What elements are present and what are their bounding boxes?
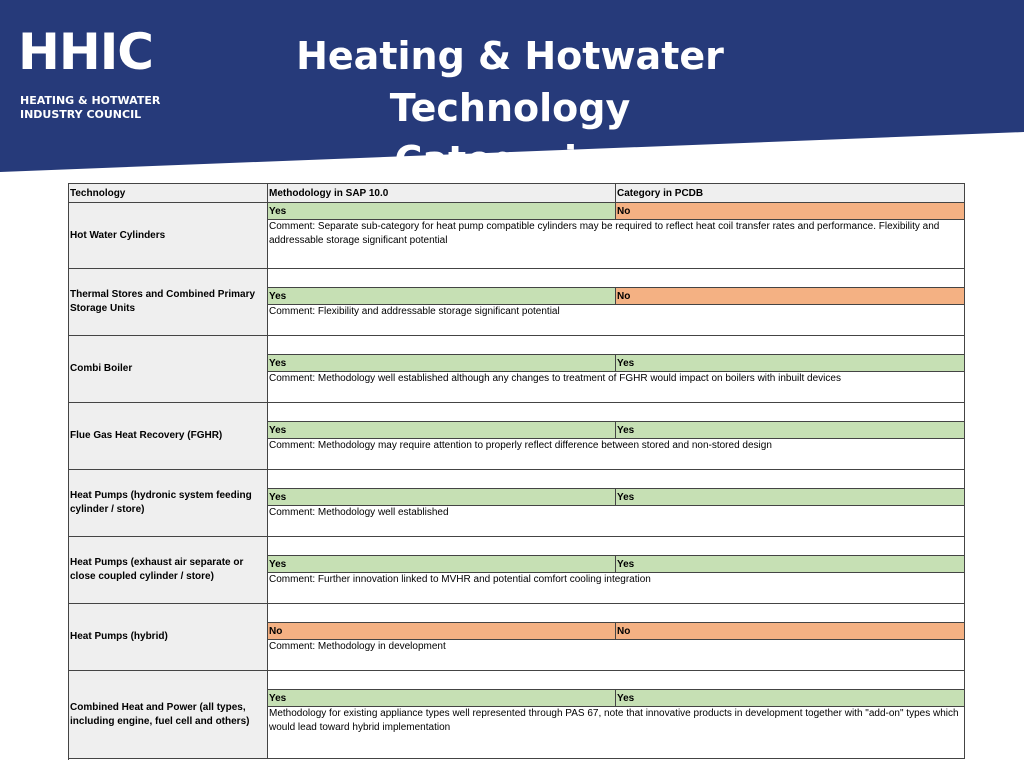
pcdb-status-cell: No (616, 288, 965, 305)
pcdb-status-cell: Yes (616, 489, 965, 506)
row-spacer (268, 336, 965, 355)
title-line-2: Categories (394, 138, 626, 182)
table-body (69, 203, 965, 759)
header-technology: Technology (69, 184, 268, 203)
table-row-spacer (69, 470, 965, 489)
pcdb-status-cell: Yes (616, 355, 965, 372)
row-spacer (268, 604, 965, 623)
table-row-spacer (69, 604, 965, 623)
technology-cell: Hot Water Cylinders (69, 203, 268, 269)
comment-cell: Comment: Methodology well established although any changes to treatment of FGHR would impact on boilers with inbuilt devices (268, 372, 965, 403)
comment-cell: Comment: Methodology in development (268, 640, 965, 671)
sap-status-cell: Yes (268, 203, 616, 220)
pcdb-status-cell: Yes (616, 690, 965, 707)
comment-cell: Comment: Methodology well established (268, 506, 965, 537)
technology-table (68, 183, 965, 759)
row-spacer (268, 470, 965, 489)
comment-cell: Comment: Further innovation linked to MVHR and potential comfort cooling integration (268, 573, 965, 604)
technology-cell: Thermal Stores and Combined Primary Storage Units (69, 269, 268, 336)
technology-cell: Combined Heat and Power (all types, including engine, fuel cell and others) (69, 671, 268, 759)
technology-cell: Combi Boiler (69, 336, 268, 403)
title-line-1: Heating & Hotwater Technology (296, 34, 724, 130)
sap-status-cell: Yes (268, 489, 616, 506)
comment-cell: Comment: Methodology may require attention to properly reflect difference between stored and non-stored design (268, 439, 965, 470)
comment-cell: Comment: Separate sub-category for heat pump compatible cylinders may be required to reflect heat coil transfer rates and performance. Flexibility and addressable storage significant potential (268, 220, 965, 269)
sap-status-cell: Yes (268, 355, 616, 372)
table-row-spacer (69, 403, 965, 422)
logo-mark: HHIC (18, 23, 153, 81)
technology-cell: Heat Pumps (hybrid) (69, 604, 268, 671)
pcdb-status-cell: No (616, 203, 965, 220)
table-row-spacer (69, 671, 965, 690)
logo-line-2: INDUSTRY COUNCIL (20, 108, 142, 121)
sap-status-cell: Yes (268, 690, 616, 707)
header-pcdb: Category in PCDB (616, 184, 965, 203)
row-spacer (268, 403, 965, 422)
table-row (69, 203, 965, 220)
row-spacer (268, 671, 965, 690)
header-sap: Methodology in SAP 10.0 (268, 184, 616, 203)
comment-cell: Comment: Flexibility and addressable storage significant potential (268, 305, 965, 336)
page-title (170, 30, 850, 186)
row-spacer (268, 537, 965, 556)
sap-status-cell: Yes (268, 556, 616, 573)
table-row-spacer (69, 537, 965, 556)
table-row-spacer (69, 336, 965, 355)
hhic-logo (18, 18, 168, 128)
technology-cell: Heat Pumps (exhaust air separate or close coupled cylinder / store) (69, 537, 268, 604)
pcdb-status-cell: No (616, 623, 965, 640)
row-spacer (268, 269, 965, 288)
table-row-spacer (69, 269, 965, 288)
table-header-row (69, 184, 965, 203)
sap-status-cell: No (268, 623, 616, 640)
technology-cell: Flue Gas Heat Recovery (FGHR) (69, 403, 268, 470)
comment-cell: Methodology for existing appliance types well represented through PAS 67, note that innovative products in development together with "add-on" types which would lead toward hybrid implementation (268, 707, 965, 759)
pcdb-status-cell: Yes (616, 422, 965, 439)
sap-status-cell: Yes (268, 288, 616, 305)
pcdb-status-cell: Yes (616, 556, 965, 573)
sap-status-cell: Yes (268, 422, 616, 439)
logo-line-1: HEATING & HOTWATER (20, 94, 161, 107)
technology-cell: Heat Pumps (hydronic system feeding cylinder / store) (69, 470, 268, 537)
